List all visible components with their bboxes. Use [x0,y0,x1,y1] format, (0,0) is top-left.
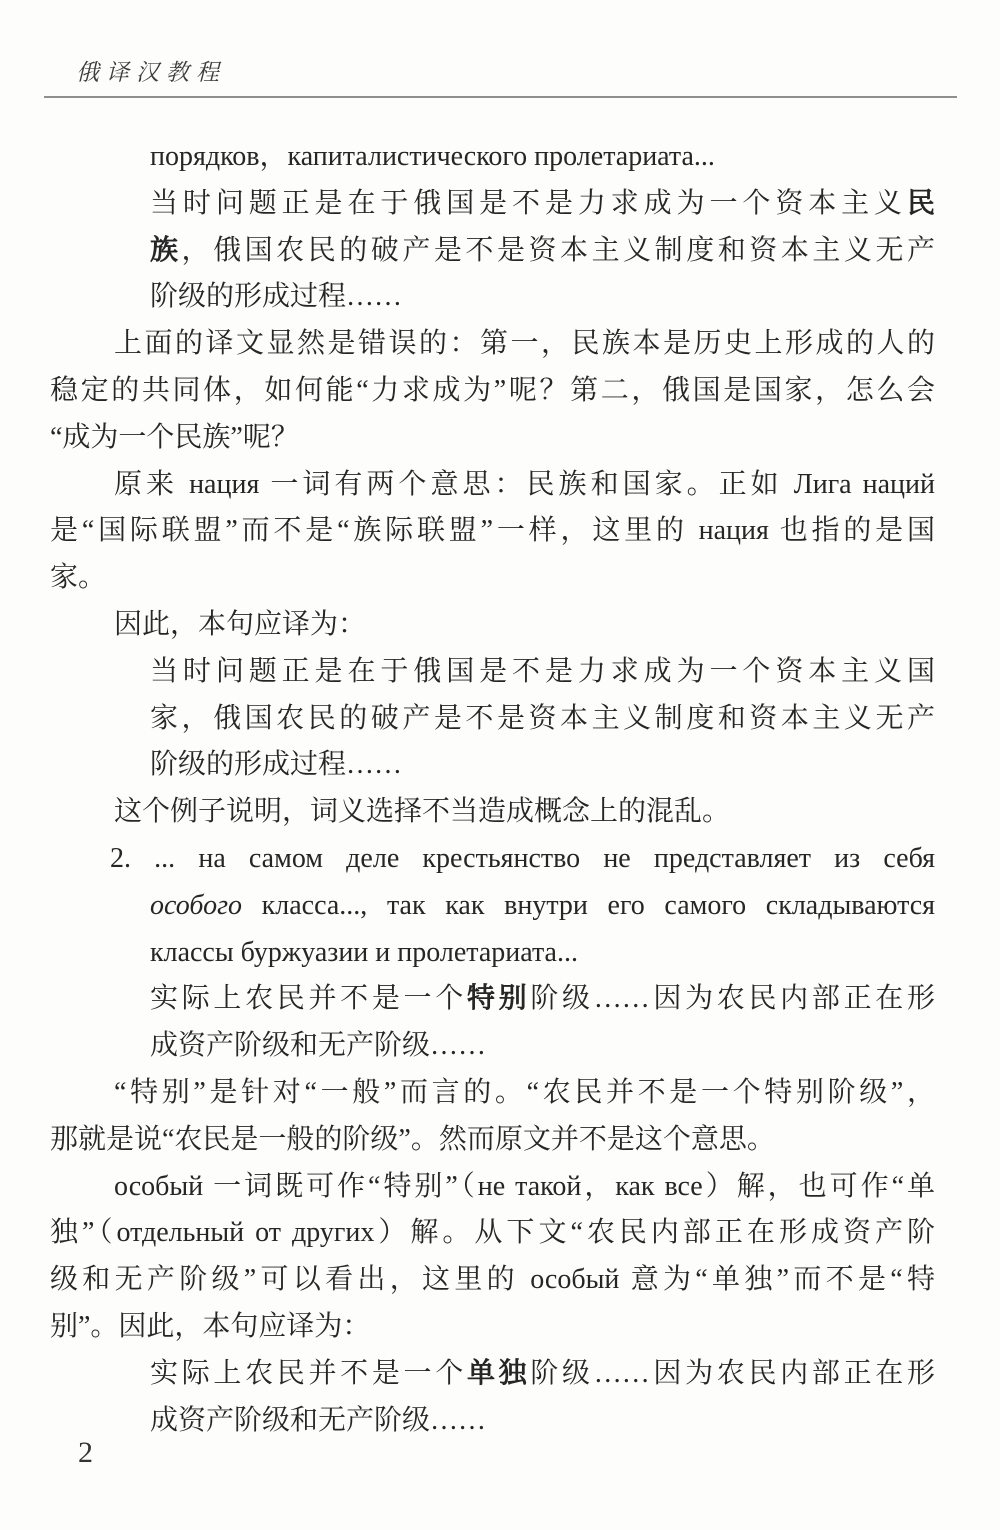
text-segment: 当时问题正是在于俄国是不是力求成为一个资本主义国 [150,655,935,687]
text-segment: особый 一词既可作“特别”（не такой，как все）解，也可作“单 [114,1170,935,1202]
text-line-13 [50,696,935,743]
text-segment: 阶级的形成过程…… [150,749,403,781]
bold-term: 民 [906,187,935,219]
text-line-25 [50,1257,935,1304]
text-segment: 稳定的共同体，如何能“力求成为”呢？第二，俄国是国家，怎么会 [50,374,935,406]
text-line-22 [50,1117,935,1164]
text-segment: 实际上农民并不是一个 [150,1357,467,1389]
text-segment: 阶级……因为农民内部正在形 [530,1357,935,1389]
header-divider [44,96,957,98]
text-line-14 [50,742,935,789]
text-segment: 上面的译文显然是错误的：第一，民族本是历史上形成的人的 [114,328,935,360]
text-line-6 [50,368,935,415]
text-segment: 原来 нация 一词有两个意思：民族和国家。正如 Лига наций [114,468,935,500]
text-segment: 成资产阶级和无产阶级…… [150,1404,487,1436]
text-line-8 [50,462,935,509]
text-segment: 成资产阶级和无产阶级…… [150,1030,487,1062]
text-line-16 [50,836,935,883]
text-segment: 级和无产阶级”可以看出，这里的 особый 意为“单独”而不是“特 [50,1264,935,1296]
bold-term: 族 [150,234,182,266]
text-segment: ，俄国农民的破产是不是资本主义制度和资本主义无产 [181,234,935,266]
text-segment: класса..., так как внутри его самого складываются [242,889,935,921]
text-segment: 阶级……因为农民内部正在形 [530,983,935,1015]
text-segment: 因此，本句应译为： [114,608,367,640]
text-line-12 [50,649,935,696]
text-segment: 家，俄国农民的破产是不是资本主义制度和资本主义无产 [150,702,935,734]
text-segment: 2. ... на самом деле крестьянство не представляет из себя [110,842,935,874]
italic-term: особого [150,889,242,921]
text-line-27 [50,1351,935,1398]
text-line-9 [50,508,935,555]
text-line-10 [50,555,935,602]
bold-term: 单独 [466,1357,531,1389]
text-segment: классы буржуазии и пролетариата... [150,936,578,968]
text-segment: 实际上农民并不是一个 [150,983,467,1015]
text-line-28 [50,1398,935,1445]
text-line-21 [50,1070,935,1117]
text-line-18 [50,930,935,977]
page-body [50,134,935,1444]
text-line-5 [50,321,935,368]
text-line-2 [50,181,935,228]
text-line-3 [50,228,935,275]
text-line-15 [50,789,935,836]
page-number: 2 [78,1436,93,1469]
text-segment: 这个例子说明，词义选择不当造成概念上的混乱。 [114,796,731,828]
text-segment: 别”。因此，本句应译为： [50,1310,371,1342]
text-line-26 [50,1304,935,1351]
text-segment: 是“国际联盟”而不是“族际联盟”一样，这里的 нация 也指的是国 [50,515,935,547]
text-line-23 [50,1164,935,1211]
text-line-19 [50,976,935,1023]
text-segment: 独”（отдельный от других）解。从下文“农民内部正在形成资产阶 [50,1217,935,1249]
text-segment: порядков，капиталистического пролетариата... [150,141,715,172]
text-line-4 [50,274,935,321]
text-line-24 [50,1210,935,1257]
text-line-7 [50,415,935,462]
text-segment: “成为一个民族”呢？ [50,421,299,453]
text-segment: 当时问题正是在于俄国是不是力求成为一个资本主义 [150,187,907,219]
text-line-11 [50,602,935,649]
text-segment: “特别”是针对“一般”而言的。“农民并不是一个特别阶级”， [114,1076,935,1108]
text-segment: 阶级的形成过程…… [150,281,403,313]
text-segment: 那就是说“农民是一般的阶级”。然而原文并不是这个意思。 [50,1123,775,1155]
text-line-1 [50,134,935,181]
bold-term: 特别 [466,983,531,1015]
text-line-20 [50,1023,935,1070]
running-head-title: 俄译汉教程 [76,60,226,85]
text-segment: 家。 [50,562,107,594]
text-line-17 [50,883,935,930]
